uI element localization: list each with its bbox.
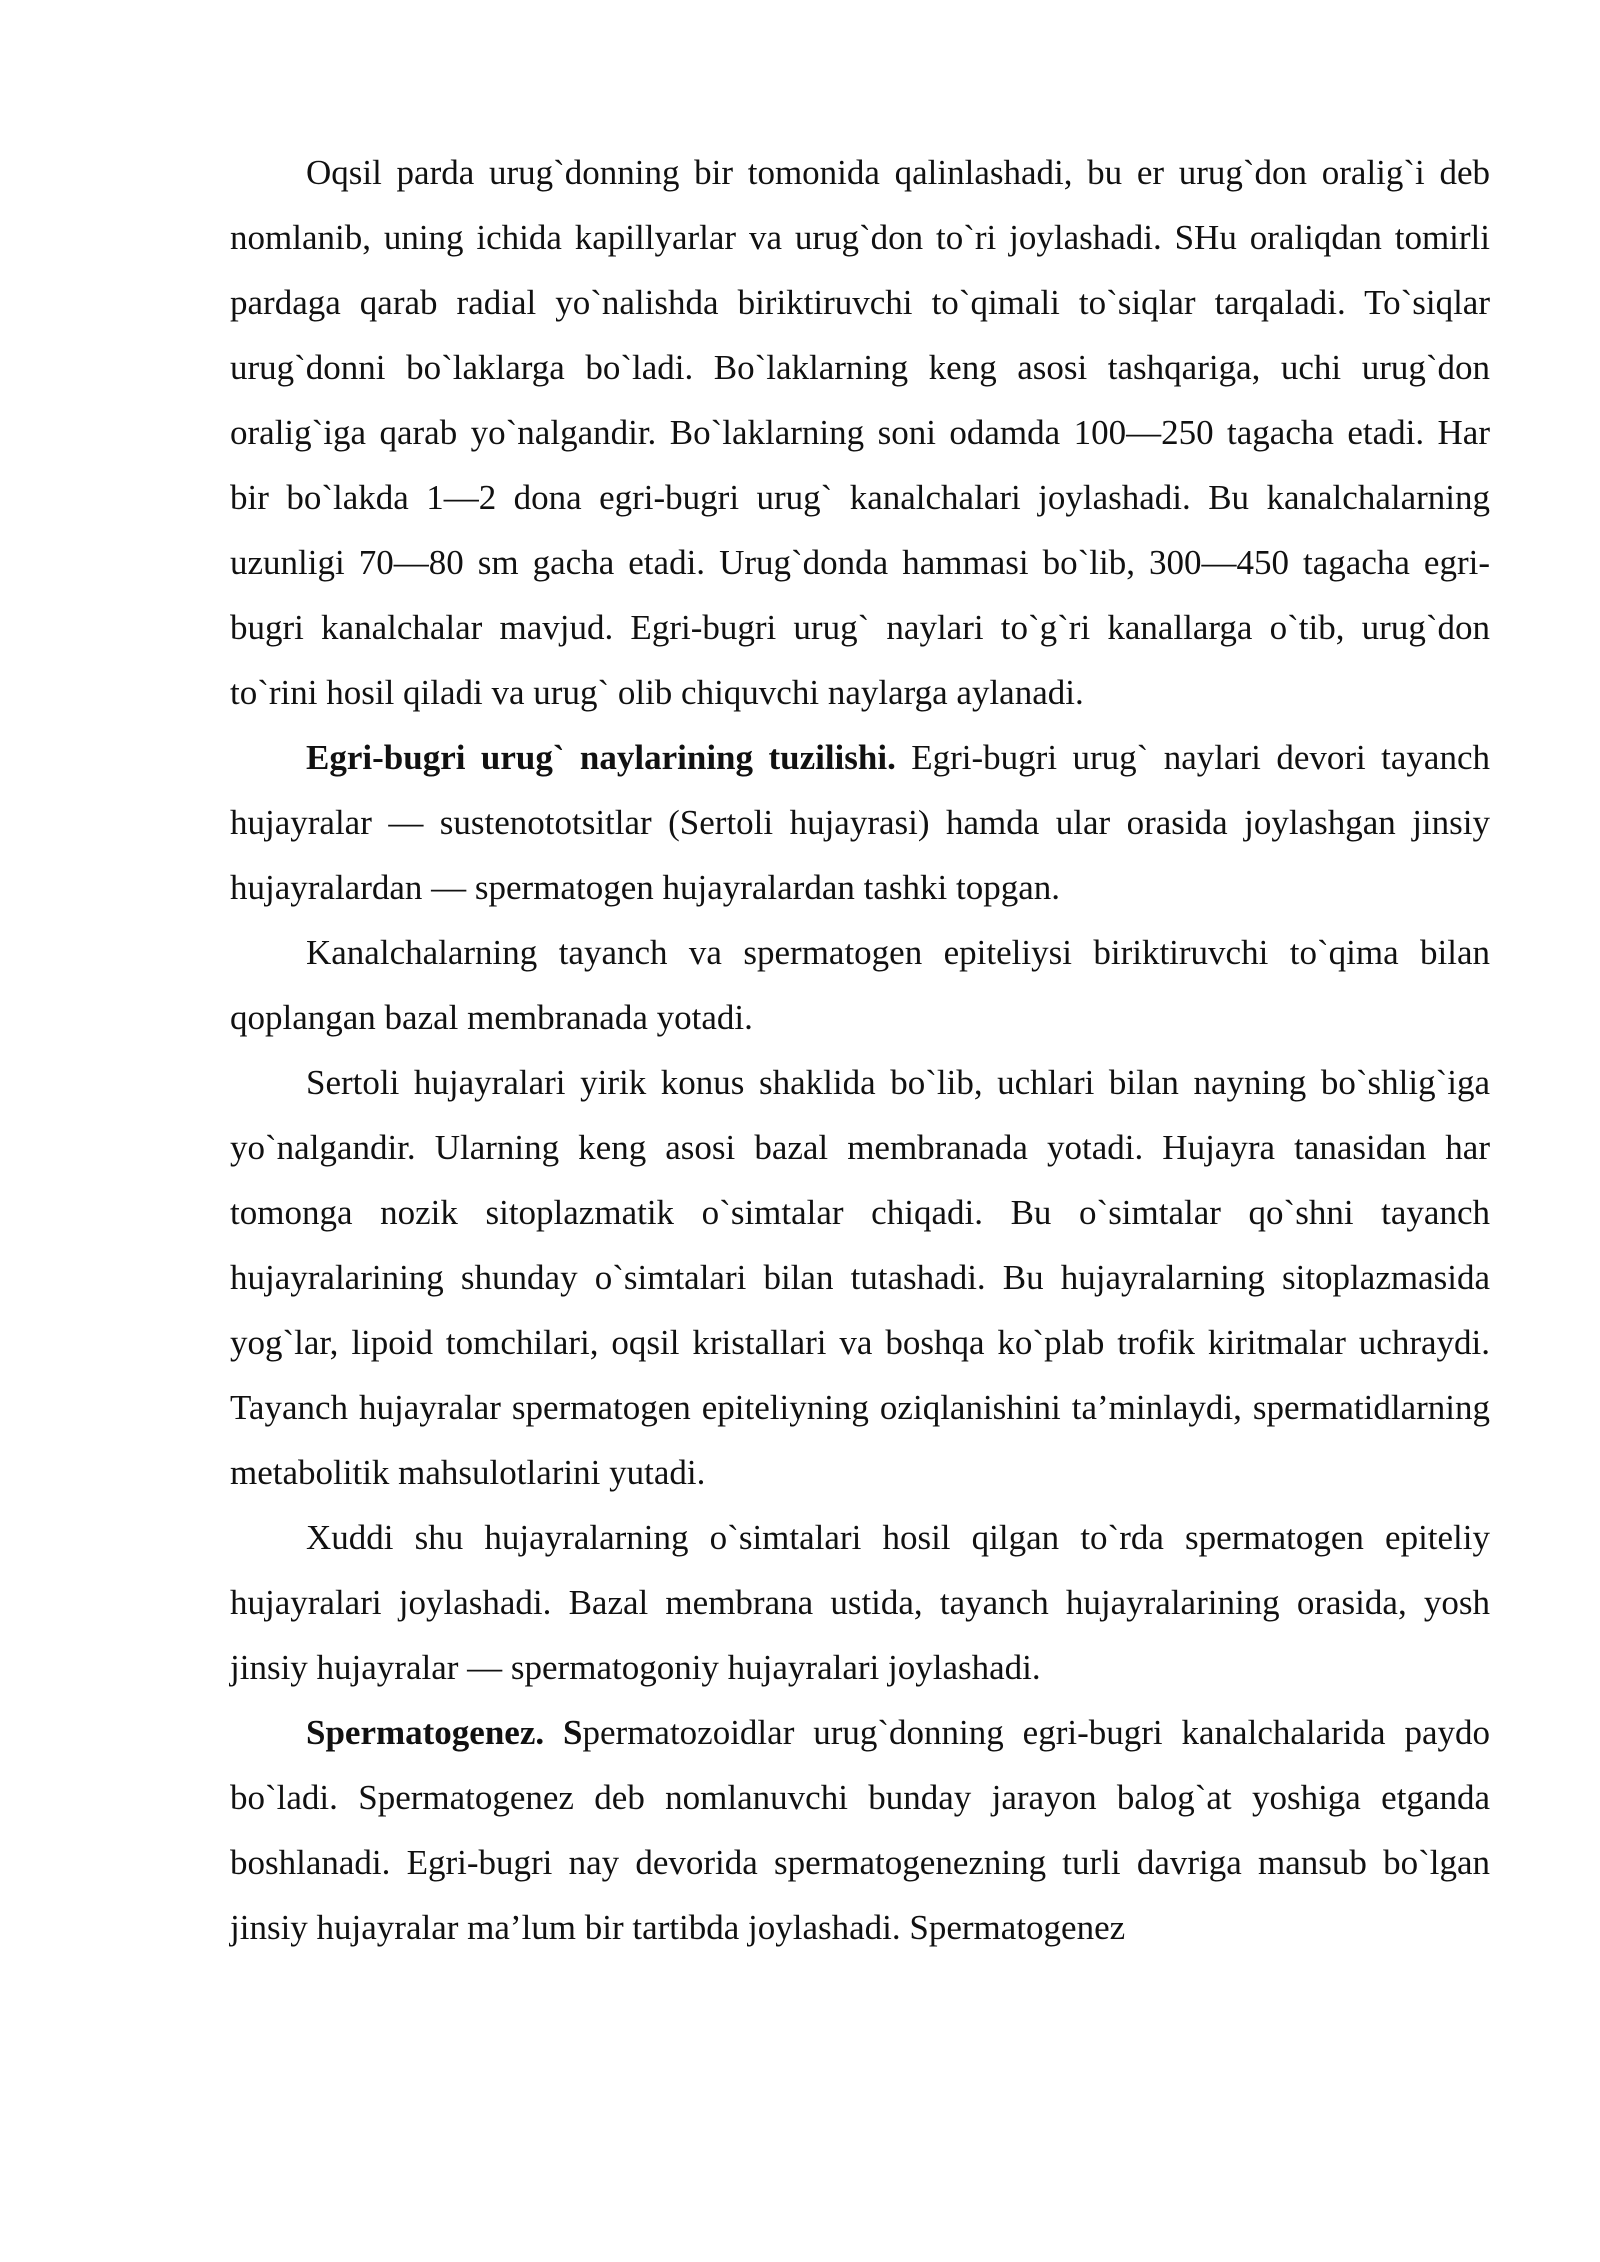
paragraph-spermatogenesis (230, 1700, 1490, 1960)
paragraph-text: Egri-bugri urug` naylari devori tayanch hujayralar — sustenototsitlar (Sertoli hujayrasi) hamda ular orasida joylashgan jinsiy hujayralardan — spermatogen hujayralardan tashki topgan. (230, 738, 1490, 907)
paragraph-tubule-structure (230, 725, 1490, 920)
document-page (230, 140, 1490, 1960)
paragraph-heading: Spermatogenez. S (306, 1713, 583, 1752)
paragraph-sertoli-cells (230, 1050, 1490, 1505)
paragraph-text: Oqsil parda urug`donning bir tomonida qalinlashadi, bu er urug`don oralig`i deb nomlanib, uning ichida kapillyarlar va urug`don to`ri joylashadi. SHu oraliqdan tomirli pardaga qarab radial yo`nalishda biriktiruvchi to`qimali to`siqlar tarqaladi. To`siqlar urug`donni bo`laklarga bo`ladi. Bo`laklarning keng asosi tashqariga, uchi urug`don oralig`iga qarab yo`nalgandir. Bo`laklarning soni odamda 100—250 tagacha etadi. Har bir bo`lakda 1—2 dona egri-bugri urug` kanalchalari joylashadi. Bu kanalchalarning uzunligi 70—80 sm gacha etadi. Urug`donda hammasi bo`lib, 300—450 tagacha egri-bugri kanalchalar mavjud. Egri-bugri urug` naylari to`g`ri kanallarga o`tib, urug`don to`rini hosil qiladi va urug` olib chiquvchi naylarga aylanadi. (230, 153, 1490, 712)
paragraph-heading: Egri-bugri urug` naylarining tuzilishi. (306, 738, 896, 777)
paragraph-basal-membrane (230, 920, 1490, 1050)
paragraph-testis-septa (230, 140, 1490, 725)
paragraph-text: permatozoidlar urug`donning egri-bugri kanalchalarida paydo bo`ladi. Spermatogenez deb nomlanuvchi bunday jarayon balog`at yoshiga etganda boshlanadi. Egri-bugri nay devorida spermatogenezning turli davriga mansub bo`lgan jinsiy hujayralar ma’lum bir tartibda joylashadi. Spermatogenez (230, 1713, 1490, 1947)
paragraph-text: Xuddi shu hujayralarning o`simtalari hosil qilgan to`rda spermatogen epiteliy hujayralari joylashadi. Bazal membrana ustida, tayanch hujayralarining orasida, yosh jinsiy hujayralar — spermatogoniy hujayralari joylashadi. (230, 1518, 1490, 1687)
paragraph-text: Sertoli hujayralari yirik konus shaklida bo`lib, uchlari bilan nayning bo`shlig`iga yo`nalgandir. Ularning keng asosi bazal membranada yotadi. Hujayra tanasidan har tomonga nozik sitoplazmatik o`simtalar chiqadi. Bu o`simtalar qo`shni tayanch hujayralarining shunday o`simtalari bilan tutashadi. Bu hujayralarning sitoplazmasida yog`lar, lipoid tomchilari, oqsil kristallari va boshqa ko`plab trofik kiritmalar uchraydi. Tayanch hujayralar spermatogen epiteliyning oziqlanishini ta’minlaydi, spermatidlarning metabolitik mahsulotlarini yutadi. (230, 1063, 1490, 1492)
paragraph-spermatogonia (230, 1505, 1490, 1700)
paragraph-text: Kanalchalarning tayanch va spermatogen epiteliysi biriktiruvchi to`qima bilan qoplangan bazal membranada yotadi. (230, 933, 1490, 1037)
